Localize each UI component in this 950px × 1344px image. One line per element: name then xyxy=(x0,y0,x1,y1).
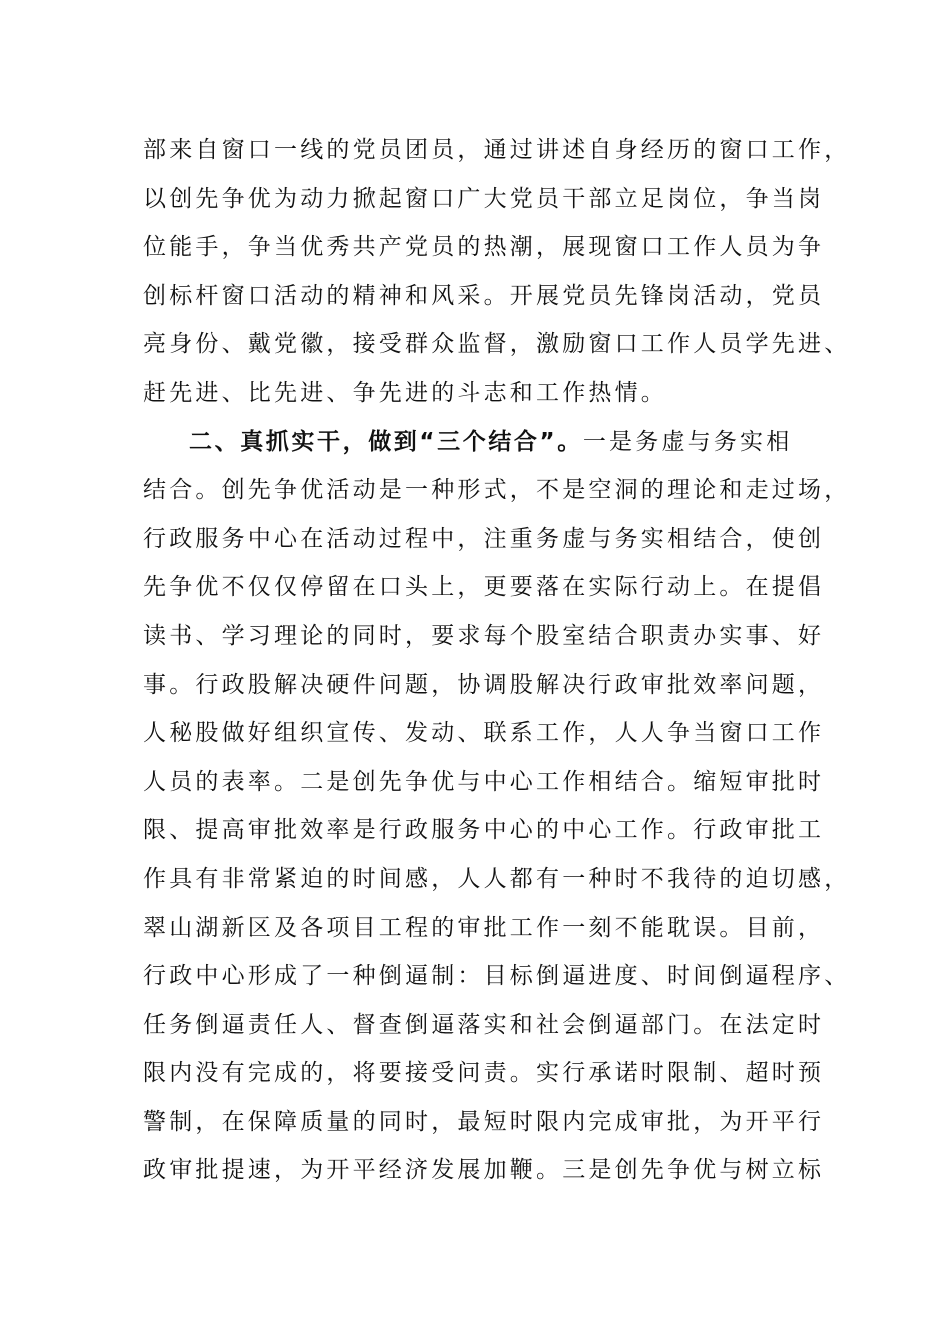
paragraph-2 xyxy=(143,418,851,1196)
text-line: 政审批提速，为开平经济发展加鞭。三是创先争优与树立标 xyxy=(143,1157,825,1184)
text-line: 事。行政股解决硬件问题，协调股解决行政审批效率问题， xyxy=(143,671,825,698)
heading-line-rest: 一是务虚与务实相 xyxy=(582,428,793,455)
text-line: 读书、学习理论的同时，要求每个股室结合职责办实事、好 xyxy=(143,622,825,649)
text-line: 赶先进、比先进、争先进的斗志和工作热情。 xyxy=(143,379,667,406)
text-line: 亮身份、戴党徽，接受群众监督，激励窗口工作人员学先进、 xyxy=(143,331,851,358)
text-line: 行政服务中心在活动过程中，注重务虚与务实相结合，使创 xyxy=(143,525,825,552)
paragraph-first-line xyxy=(143,418,843,467)
text-line: 限、提高审批效率是行政服务中心的中心工作。行政审批工 xyxy=(143,817,825,844)
document-body xyxy=(143,126,851,1195)
section-heading: 二、真抓实干，做到“三个结合”。 xyxy=(189,428,583,455)
text-line: 以创先争优为动力掀起窗口广大党员干部立足岗位，争当岗 xyxy=(143,185,825,212)
text-line: 人员的表率。二是创先争优与中心工作相结合。缩短审批时 xyxy=(143,768,825,795)
text-line: 行政中心形成了一种倒逼制：目标倒逼进度、时间倒逼程序、 xyxy=(143,963,851,990)
text-line: 翠山湖新区及各项目工程的审批工作一刻不能耽误。目前， xyxy=(143,914,825,941)
text-line: 任务倒逼责任人、督查倒逼落实和社会倒逼部门。在法定时 xyxy=(143,1011,825,1038)
text-line: 人秘股做好组织宣传、发动、联系工作，人人争当窗口工作 xyxy=(143,720,825,747)
text-line: 警制，在保障质量的同时，最短时限内完成审批，为开平行 xyxy=(143,1108,825,1135)
text-line: 创标杆窗口活动的精神和风采。开展党员先锋岗活动，党员 xyxy=(143,282,825,309)
text-line: 作具有非常紧迫的时间感，人人都有一种时不我待的迫切感， xyxy=(143,865,851,892)
paragraph-1 xyxy=(143,126,851,418)
text-line: 位能手，争当优秀共产党员的热潮，展现窗口工作人员为争 xyxy=(143,234,825,261)
text-line: 限内没有完成的，将要接受问责。实行承诺时限制、超时预 xyxy=(143,1060,825,1087)
text-line: 先争优不仅仅停留在口头上，更要落在实际行动上。在提倡 xyxy=(143,574,825,601)
text-line: 部来自窗口一线的党员团员，通过讲述自身经历的窗口工作， xyxy=(143,137,851,163)
text-line: 结合。创先争优活动是一种形式，不是空洞的理论和走过场， xyxy=(143,477,851,504)
